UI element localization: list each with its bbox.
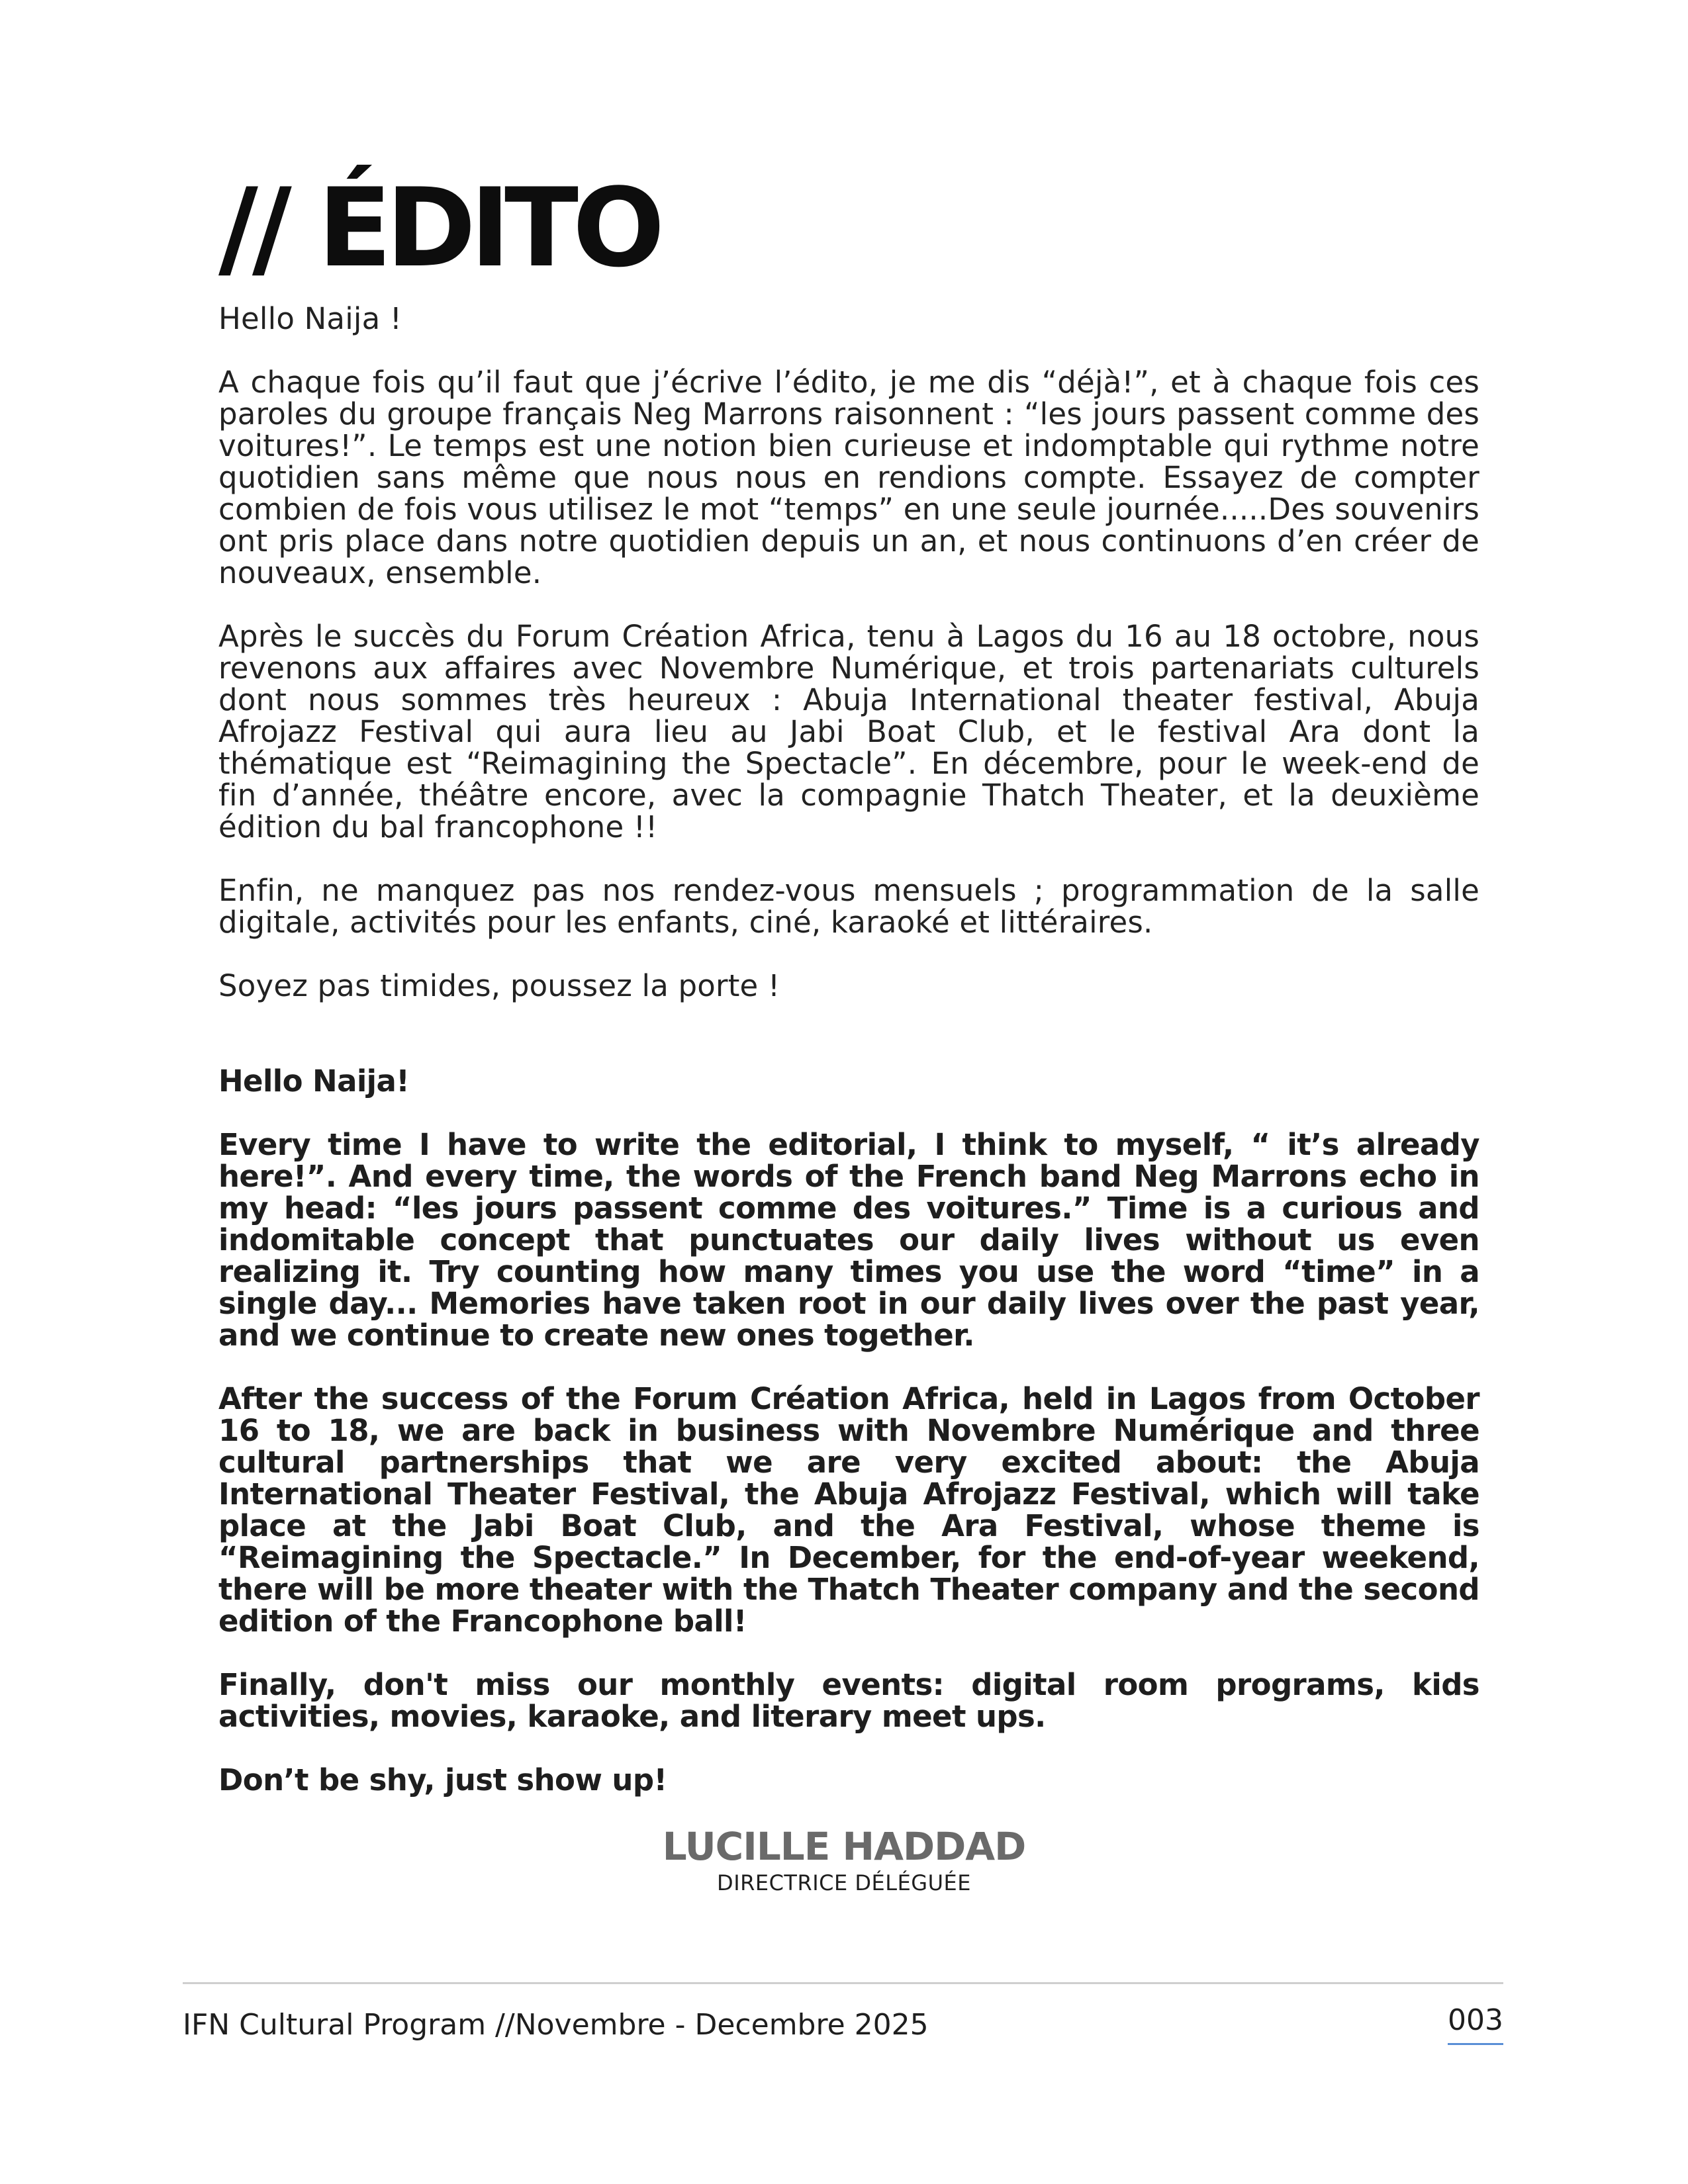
signature-name: LUCILLE HADDAD [662,1824,1026,1869]
signature-block [0,1823,1688,1896]
french-paragraph-2: Après le succès du Forum Création Africa, tenu à Lagos du 16 au 18 octobre, nous revenons aux affaires avec Novembre Numérique, et trois partenariats culturels dont nous sommes très heureux : Abuja International theater festival, Abuja Afrojazz Festival qui aura lieu au Jabi Boat Club, et le festival Ara dont la thématique est “Reimagining the Spectacle”. En décembre, pour le week-end de fin d’année, théâtre encore, avec la compagnie Thatch Theater, et la deuxième édition du bal francophone !! [218,619,1479,844]
signature-role: DIRECTRICE DÉLÉGUÉE [717,1870,971,1895]
editorial-body [218,303,1479,1796]
english-paragraph-1: Every time I have to write the editorial, I think to myself, “ it’s already here!”. And every time, the words of the French band Neg Marrons echo in my head: “les jours passent comme des voitures.” Time is a curious and indomitable concept that punctuates our daily lives without us even realizing it. Try counting how many times you use the word “time” in a single day... Memories have taken root in our daily lives over the past year, and we continue to create new ones together. [218,1127,1479,1353]
english-greeting: Hello Naija! [218,1064,410,1099]
english-paragraph-2: After the success of the Forum Création Africa, held in Lagos from October 16 to 18, we are back in business with Novembre Numérique and three cultural partnerships that we are very excited about: the Abuja International Theater Festival, the Abuja Afrojazz Festival, which will take place at the Jabi Boat Club, and the Ara Festival, whose theme is “Reimagining the Spectacle.” In December, for the end-of-year weekend, there will be more theater with the Thatch Theater company and the second edition of the Francophone ball! [218,1381,1479,1639]
page-number: 003 [1448,2002,1503,2045]
french-greeting: Hello Naija ! [218,301,402,336]
french-paragraph-3: Enfin, ne manquez pas nos rendez-vous mensuels ; programmation de la salle digitale, activités pour les enfants, ciné, karaoké et littéraires. [218,873,1479,940]
french-closing: Soyez pas timides, poussez la porte ! [218,968,780,1003]
footer-program-label: IFN Cultural Program //Novembre - Decembre 2025 [183,2008,929,2042]
footer-divider [183,1982,1503,1984]
english-paragraph-3: Finally, don't miss our monthly events: digital room programs, kids activities, movies, karaoke, and literary meet ups. [218,1667,1479,1734]
english-closing: Don’t be shy, just show up! [218,1762,667,1797]
page-title: // ÉDITO [218,165,659,291]
french-paragraph-1: A chaque fois qu’il faut que j’écrive l’édito, je me dis “déjà!”, et à chaque fois ces paroles du groupe français Neg Marrons raisonnent : “les jours passent comme des voitures!”. Le temps est une notion bien curieuse et indomptable qui rythme notre quotidien sans même que nous nous en rendions compte. Essayez de compter combien de fois vous utilisez le mot “temps” en une seule journée.....Des souvenirs ont pris place dans notre quotidien depuis un an, et nous continuons d’en créer de nouveaux, ensemble. [218,365,1479,590]
